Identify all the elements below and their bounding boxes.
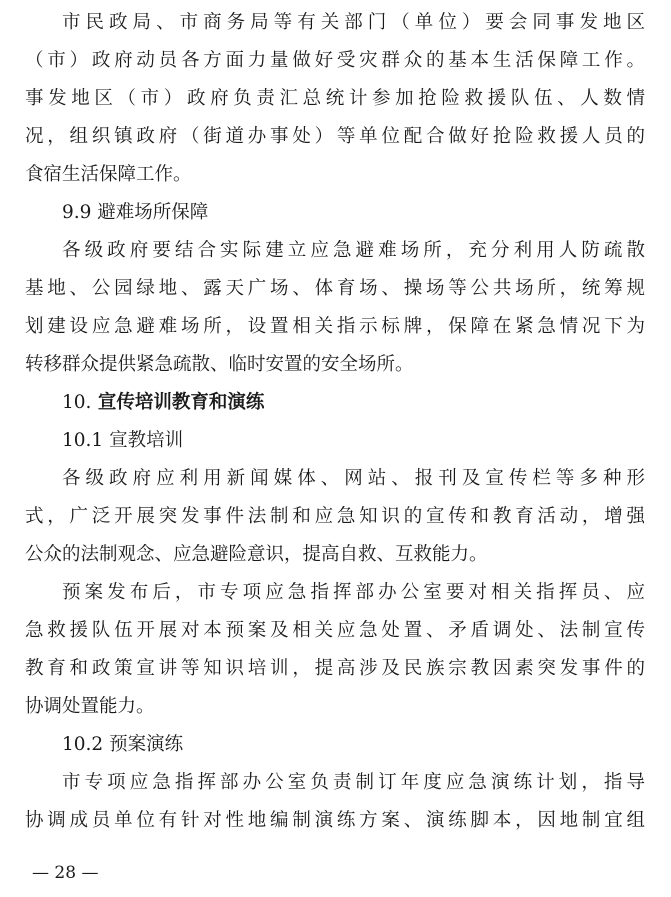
- text-line: 市民政局、市商务局等有关部门（单位）要会同事发地区: [62, 12, 645, 33]
- text-line: 协调成员单位有针对性地编制演练方案、演练脚本，因地制宜组: [25, 810, 645, 831]
- text-line: 食宿生活保障工作。: [25, 164, 192, 185]
- text-line: 教育和政策宣讲等知识培训，提高涉及民族宗教因素突发事件的: [25, 658, 645, 679]
- paragraph-publicity: [25, 460, 645, 574]
- text-line: 预案发布后，市专项应急指挥部办公室要对相关指挥员、应: [62, 582, 645, 603]
- section-heading-10-2: 10.2 预案演练: [62, 734, 184, 755]
- text-line: 转移群众提供紧急疏散、临时安置的安全场所。: [25, 354, 414, 375]
- text-line: 各级政府要结合实际建立应急避难场所，充分利用人防疏散: [62, 240, 645, 261]
- text-line: 急救援队伍开展对本预案及相关应急处置、矛盾调处、法制宣传: [25, 620, 645, 641]
- text-line: 公众的法制观念、应急避险意识，提高自救、互救能力。: [25, 544, 488, 565]
- paragraph-shelter: [25, 232, 645, 384]
- text-line: 划建设应急避难场所，设置相关指示标牌，保障在紧急情况下为: [25, 316, 645, 337]
- page-number: — 28 —: [32, 863, 99, 883]
- text-line: 各级政府应利用新闻媒体、网站、报刊及宣传栏等多种形: [62, 468, 645, 489]
- text-line: 基地、公园绿地、露天广场、体育场、操场等公共场所，统筹规: [25, 278, 645, 299]
- section-title: 宣传培训教育和演练: [91, 392, 265, 413]
- paragraph-training: [25, 574, 645, 726]
- paragraph-intro: [25, 4, 645, 194]
- text-line: 事发地区（市）政府负责汇总统计参加抢险救援队伍、人数情: [25, 88, 645, 109]
- section-heading-10-1: 10.1 宣教培训: [62, 430, 184, 451]
- section-heading-10: [25, 384, 645, 422]
- document-page: [25, 4, 645, 840]
- section-heading-9-9: 9.9 避难场所保障: [62, 202, 209, 223]
- section-number: 10.: [62, 392, 92, 413]
- paragraph-drill: [25, 764, 645, 840]
- text-line: 况，组织镇政府（街道办事处）等单位配合做好抢险救援人员的: [25, 126, 645, 147]
- text-line: 协调处置能力。: [25, 696, 155, 717]
- text-line: （市）政府动员各方面力量做好受灾群众的基本生活保障工作。: [25, 50, 645, 71]
- text-line: 式，广泛开展突发事件法制和应急知识的宣传和教育活动，增强: [25, 506, 645, 527]
- text-line: 市专项应急指挥部办公室负责制订年度应急演练计划，指导: [62, 772, 645, 793]
